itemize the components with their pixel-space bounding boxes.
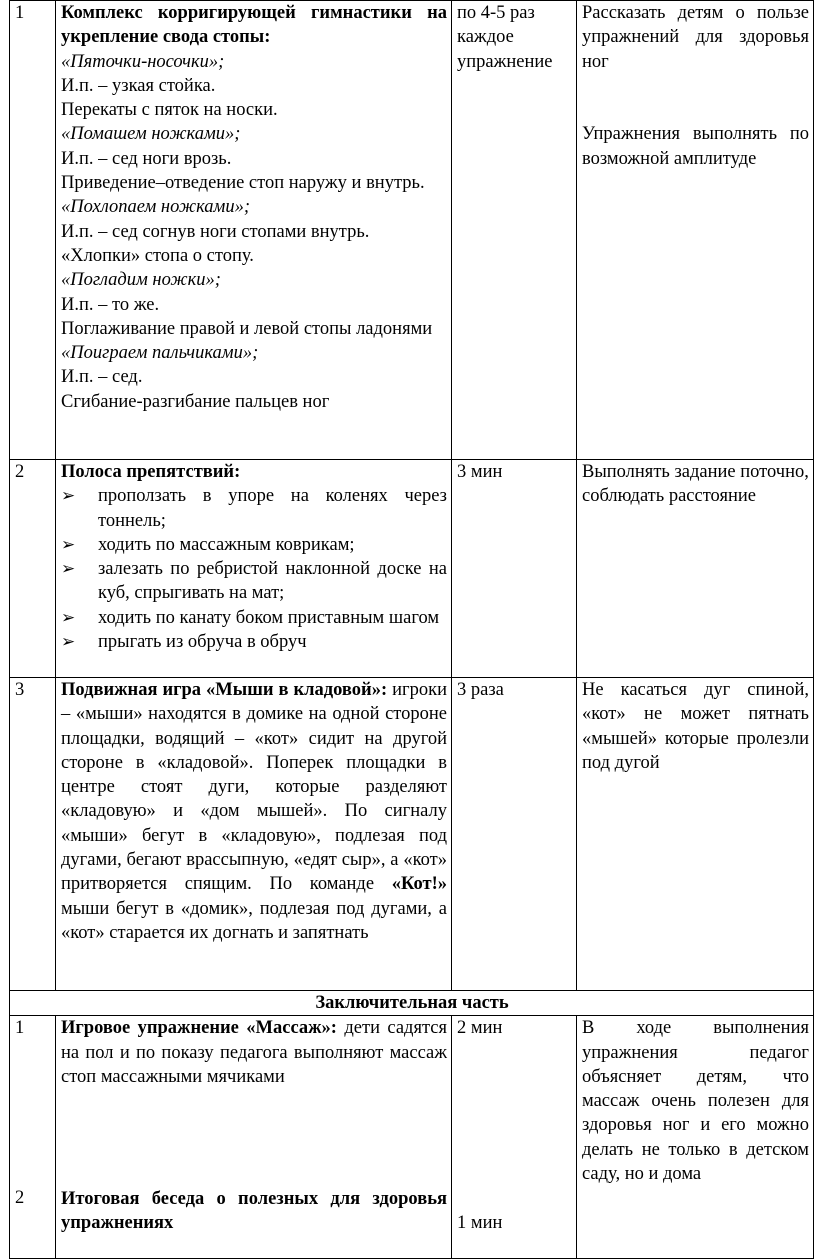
dosage-cell: по 4-5 раз каждое упражнение (452, 1, 577, 460)
exercise-line: И.п. – узкая стойка. (61, 75, 216, 96)
exercise-line: Приведение–отведение стоп наружу и внутрь. (61, 173, 425, 194)
arrow-bullet-icon: ➢ (61, 486, 76, 506)
notes-cell (577, 1016, 814, 1259)
exercise-cell (56, 460, 452, 678)
list-item: ➢ ходить по массажным коврикам; (61, 533, 447, 557)
note-text: Не касаться дуг спиной, «кот» не может пятнать «мышей» которые пролезли под дугой (582, 680, 809, 773)
game-command: «Кот!» (391, 874, 447, 895)
exercise-line: «Похлопаем ножками»; (61, 197, 251, 218)
exercise-title: Игровое упражнение «Массаж»: (61, 1018, 337, 1039)
note-text: В ходе выполнения упражнения педагог объясняет детям, что массаж очень полезен для здоровья ног и его можно делать не только в детском саду, но и дома (582, 1018, 809, 1185)
section-row (10, 991, 814, 1016)
notes-cell (577, 1, 814, 460)
list-item: ➢ ходить по канату боком приставным шагом (61, 606, 447, 630)
exercise-title: Комплекс корригирующей гимнастики на укрепление свода стопы: (61, 3, 447, 48)
exercise-title: Подвижная игра «Мыши в кладовой»: (61, 680, 388, 700)
list-item: ➢ залезать по ребристой наклонной доске на куб, спрыгивать на мат; (61, 559, 447, 604)
exercise-line: И.п. – то же. (61, 294, 160, 315)
note-text: Выполнять задание поточно, соблюдать расстояние (582, 462, 809, 507)
game-description-end: мыши бегут в «домик», подлезая под дугами, а «кот» старается их догнать и запятнать (61, 898, 447, 943)
dosage-cell: 3 раза (452, 678, 577, 991)
exercise-cell (56, 1016, 452, 1259)
exercise-line: «Хлопки» стопа о стопу. (61, 245, 254, 266)
table-row (10, 460, 814, 678)
exercise-line: «Поиграем пальчиками»; (61, 343, 259, 364)
exercise-cell (56, 1, 452, 460)
exercise-line: И.п. – сед. (61, 367, 143, 388)
list-item: ➢ проползать в упоре на коленях через тоннель; (61, 486, 447, 531)
table-row (10, 678, 814, 991)
exercise-line: «Помашем ножками»; (61, 124, 241, 145)
obstacle-list (61, 484, 447, 654)
exercise-line: И.п. – сед ноги врозь. (61, 148, 232, 169)
exercise-line: Поглаживание правой и левой стопы ладонями (61, 318, 433, 339)
notes-cell (577, 460, 814, 678)
game-description: игроки – «мыши» находятся в домике на одной стороне площадки, водящий – «кот» сидит на другой стороне в «кладовой». Поперек площадки в центре стоят дуги, которые разделяют «кладовую» и «дом мышей». По сигналу «мыши» бегут в «кладовую», подлезая под дугами, бегают врассыпную, «едят сыр», а «кот» притворяется спящим. По команде (61, 680, 447, 895)
row-number: 1 2 (10, 1016, 56, 1259)
dosage-2: 1 мин (457, 1212, 503, 1233)
section-title: Заключительная часть (10, 991, 814, 1016)
row-number: 3 (10, 678, 56, 991)
exercise-title: Полоса препятствий: (61, 462, 241, 482)
arrow-bullet-icon: ➢ (61, 632, 76, 652)
exercise-title-2: Итоговая беседа о полезных для здоровья упражнениях (61, 1189, 447, 1234)
list-item: ➢ прыгать из обруча в обруч (61, 630, 447, 654)
table-row (10, 1016, 814, 1259)
row-number: 2 (10, 460, 56, 678)
note-text: Рассказать детям о пользе упражнений для здоровья ног (582, 3, 809, 72)
exercise-line: «Погладим ножки»; (61, 270, 221, 291)
exercise-line: Перекаты с пяток на носки. (61, 100, 278, 121)
row-number-2: 2 (15, 1187, 25, 1208)
exercise-table (9, 0, 814, 1259)
exercise-line: «Пяточки-носочки»; (61, 51, 225, 72)
table-row (10, 1, 814, 460)
dosage-cell: 3 мин (452, 460, 577, 678)
row-number: 1 (10, 1, 56, 460)
notes-cell (577, 678, 814, 991)
exercise-cell (56, 678, 452, 991)
arrow-bullet-icon: ➢ (61, 534, 76, 554)
dosage-cell: 2 мин 1 мин (452, 1016, 577, 1259)
arrow-bullet-icon: ➢ (61, 607, 76, 627)
exercise-description: дети садятся на пол и по показу педагога выполняют массаж стоп массажными мячиками (61, 1018, 447, 1087)
exercise-lines (61, 50, 447, 414)
arrow-bullet-icon: ➢ (61, 559, 76, 579)
exercise-line: Сгибание-разгибание пальцев ног (61, 391, 330, 412)
exercise-line: И.п. – сед согнув ноги стопами внутрь. (61, 221, 370, 242)
note-text: Упражнения выполнять по возможной амплитуде (582, 124, 809, 169)
